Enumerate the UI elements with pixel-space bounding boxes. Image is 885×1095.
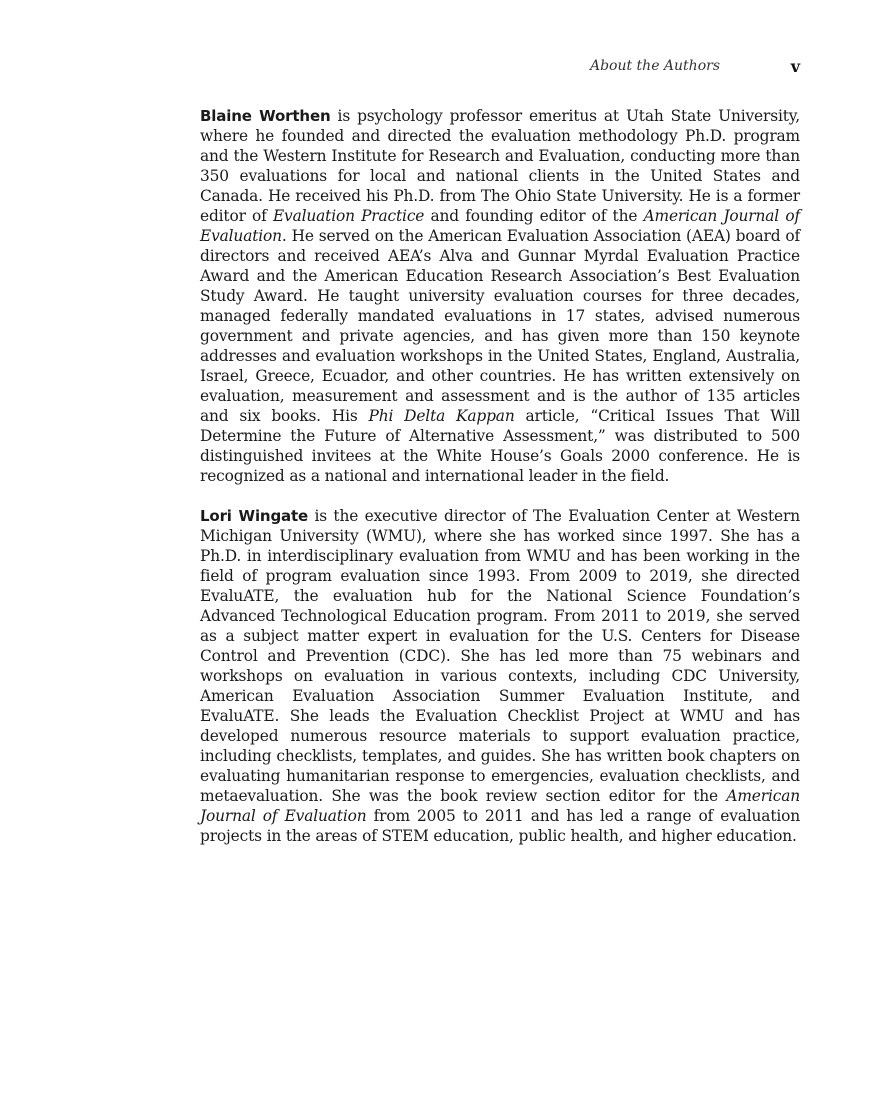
author-name: Blaine Worthen [200,107,331,125]
publication-title: American Journal of Evaluation [200,207,800,245]
running-title: About the Authors [589,58,720,74]
bio-paragraph-wingate [200,506,800,846]
author-bios [200,106,800,866]
bio-text: and founding editor of the [424,207,644,225]
bio-text: article, “Critical Issues That Will Determine the Future of Alternative Assessment,” was distributed to 500 distinguished invitees at the White House’s Goals 2000 conference. He is recognized as a national and international leader in the field. [200,407,800,485]
bio-text: . He served on the American Evaluation Association (AEA) board of directors and received AEA’s Alva and Gunnar Myrdal Evaluation Practice Award and the American Education Research Association’s Best Evaluation Study Award. He taught university evaluation courses for three decades, managed federally mandated evaluations in 17 states, advised numerous government and private agencies, and has given more than 150 keynote addresses and evaluation workshops in the United States, England, Australia, Israel, Greece, Ecuador, and other countries. He has written extensively on evaluation, measurement and assessment and is the author of 135 articles and six books. His [200,227,800,425]
running-header [200,58,800,78]
publication-title: American Journal of Evaluation [200,787,800,825]
page-number: v [790,57,800,76]
bio-paragraph-worthen [200,106,800,486]
bio-text: from 2005 to 2011 and has led a range of evaluation projects in the areas of STEM education, public health, and higher education. [200,807,801,845]
bio-text: is the executive director of The Evaluation Center at Western Michigan University (WMU), where she has worked since 1997. She has a Ph.D. in interdisciplinary evaluation from WMU and has been working in the field of program evaluation since 1993. From 2009 to 2019, she directed EvaluATE, the evaluation hub for the National Science Foundation’s Advanced Technological Education program. From 2011 to 2019, she served as a subject matter expert in evaluation for the U.S. Centers for Disease Control and Prevention (CDC). She has led more than 75 webinars and workshops on evaluation in various contexts, including CDC University, American Evaluation Association Summer Evaluation Institute, and EvaluATE. She leads the Evaluation Checklist Project at WMU and has developed numerous resource materials to support evaluation practice, including checklists, templates, and guides. She has written book chapters on evaluating humanitarian response to emergencies, evaluation checklists, and metaevaluation. She was the book review section editor for the [200,507,800,805]
author-name: Lori Wingate [200,507,309,525]
bio-text: is psychology professor emeritus at Utah State University, where he founded and directed the evaluation methodology Ph.D. program and the Western Institute for Research and Evaluation, conducting more than 350 evaluations for local and national clients in the United States and Canada. He received his Ph.D. from The Ohio State University. He is a former editor of [200,107,800,225]
publication-title: Evaluation Practice [272,207,425,225]
publication-title: Phi Delta Kappan [368,407,515,425]
